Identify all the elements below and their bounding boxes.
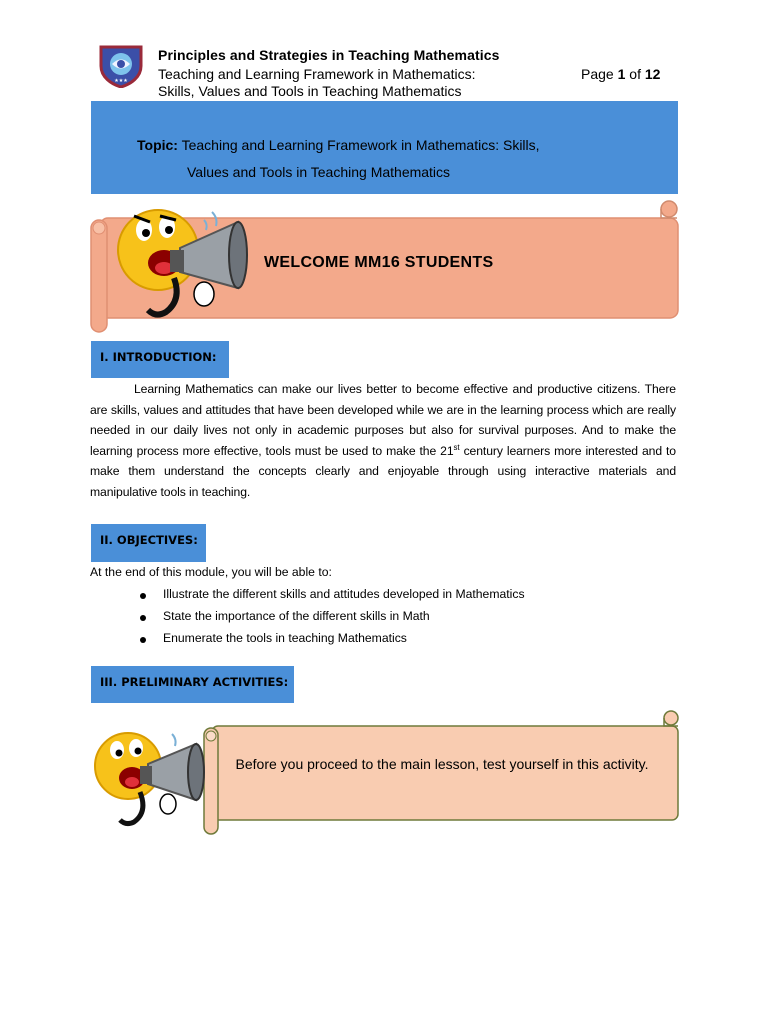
page-of: of bbox=[629, 66, 641, 82]
topic-line1 bbox=[137, 137, 540, 153]
objective-text: Enumerate the tools in teaching Mathematics bbox=[163, 631, 407, 645]
page-current: 1 bbox=[617, 66, 626, 82]
topic-label: Topic: bbox=[137, 137, 178, 153]
bullet-icon bbox=[140, 637, 146, 643]
module-subtitle-line2: Skills, Values and Tools in Teaching Mathematics bbox=[158, 83, 462, 99]
objective-text: State the importance of the different skills in Math bbox=[163, 609, 430, 623]
megaphone-smiley-icon bbox=[112, 200, 260, 324]
page-total: 12 bbox=[644, 66, 661, 82]
topic-text-line2: Values and Tools in Teaching Mathematics bbox=[187, 164, 451, 180]
introduction-paragraph bbox=[90, 379, 676, 502]
module-subtitle-line1: Teaching and Learning Framework in Mathematics: bbox=[158, 66, 476, 82]
objectives-lead: At the end of this module, you will be able to: bbox=[90, 565, 332, 579]
list-item bbox=[140, 587, 525, 609]
course-title: Principles and Strategies in Teaching Mathematics bbox=[158, 47, 500, 63]
school-logo bbox=[98, 44, 144, 88]
activity-banner-text: Before you proceed to the main lesson, test yourself in this activity. bbox=[235, 756, 649, 772]
bullet-icon bbox=[140, 615, 146, 621]
objectives-list bbox=[140, 587, 525, 653]
welcome-banner-text: WELCOME MM16 STUDENTS bbox=[264, 254, 494, 271]
introduction-text-a: Learning Mathematics can make our lives better to become effective and productive citizens. There are skills, values and attitudes that have been developed while we are in the learning process which are really needed in our daily lives not only in academic purposes but also for survival purposes. And to make the learning process more effective, tools must be used to make the 21 bbox=[90, 382, 676, 458]
svg-text:★★★: ★★★ bbox=[114, 78, 128, 84]
megaphone-smiley-icon bbox=[92, 726, 214, 830]
section-heading-introduction: I. INTRODUCTION: bbox=[91, 341, 229, 378]
section-heading-preliminary: III. PRELIMINARY ACTIVITIES: bbox=[91, 666, 294, 703]
objective-text: Illustrate the different skills and attitudes developed in Mathematics bbox=[163, 587, 525, 601]
list-item bbox=[140, 609, 525, 631]
introduction-superscript: st bbox=[453, 442, 460, 452]
activity-scroll-banner bbox=[200, 708, 684, 840]
page-indicator bbox=[581, 66, 660, 82]
module-subtitle bbox=[158, 66, 476, 100]
page-word: Page bbox=[581, 66, 614, 82]
introduction-text-b: century learners more interested and to make them understand the concepts clearly and enjoyable through using interactive materials and manipulative tools in teaching. bbox=[90, 443, 676, 499]
list-item bbox=[140, 631, 525, 653]
section-heading-objectives: II. OBJECTIVES: bbox=[91, 524, 206, 562]
topic-text-line1: Teaching and Learning Framework in Mathematics: Skills, bbox=[181, 137, 540, 153]
bullet-icon bbox=[140, 593, 146, 599]
